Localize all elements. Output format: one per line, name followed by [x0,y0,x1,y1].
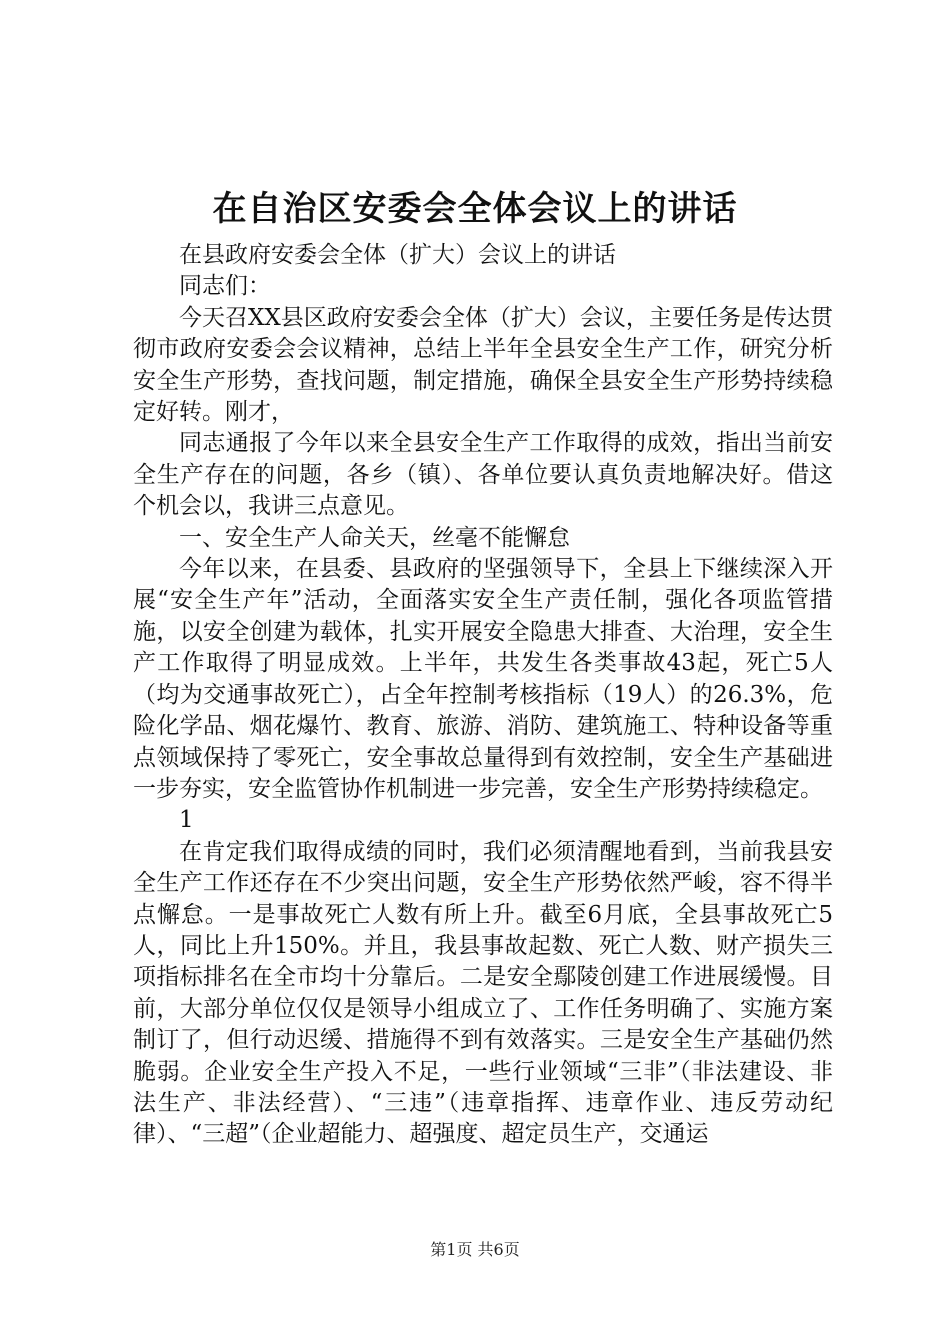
body-paragraph: 在肯定我们取得成绩的同时，我们必须清醒地看到，当前我县安全生产工作还存在不少突出问题，安全生产形势依然严峻，容不得半点懈怠。一是事故死亡人数有所上升。截至6月底，全县事故死亡5人，同比上升150%。并且，我县事故起数、死亡人数、财产损失三项指标排名在全市均十分靠后。二是安全鄢陵创建工作进展缓慢。目前，大部分单位仅仅是领导小组成立了、工作任务明确了、实施方案制订了，但行动迟缓、措施得不到有效落实。三是安全生产基础仍然脆弱。企业安全生产投入不足，一些行业领域“三非”（非法建设、非法生产、非法经营）、“三违”（违章指挥、违章作业、违反劳动纪律）、“三超”（企业超能力、超强度、超定员生产，交通运 [133,838,833,1148]
document-title: 在自治区安委会全体会议上的讲话 [212,189,738,229]
salutation-paragraph: 同志们： [179,273,271,300]
subtitle-paragraph: 在县政府安委会全体（扩大）会议上的讲话 [179,242,616,268]
document-body [133,240,833,1151]
body-paragraph: 同志通报了今年以来全县安全生产工作取得的成效，指出当前安全生产存在的问题，各乡（镇）、各单位要认真负责地解决好。借这个机会以，我讲三点意见。 [133,430,833,520]
body-paragraph: 今年以来，在县委、县政府的坚强领导下，全县上下继续深入开展“安全生产年”活动，全面落实安全生产责任制，强化各项监管措施，以安全创建为载体，扎实开展安全隐患大排查、大治理，安全生产工作取得了明显成效。上半年，共发生各类事故43起，死亡5人（均为交通事故死亡），占全年控制考核指标（19人）的26.3%，危险化学品、烟花爆竹、教育、旅游、消防、建筑施工、特种设备等重点领域保持了零死亡，安全事故总量得到有效控制，安全生产基础进一步夯实，安全监管协作机制进一步完善，安全生产形势持续稳定。 [133,556,833,802]
section-heading: 一、安全生产人命关天，丝毫不能懈怠 [179,524,570,551]
page-number-footer: 第1页 共6页 [430,1240,520,1259]
inline-page-marker: 1 [179,807,194,834]
body-paragraph: 今天召XX县区政府安委会全体（扩大）会议，主要任务是传达贯彻市政府安委会会议精神，总结上半年全县安全生产工作，研究分析安全生产形势，查找问题，制定措施，确保全县安全生产形势持续稳定好转。刚才， [133,304,833,426]
